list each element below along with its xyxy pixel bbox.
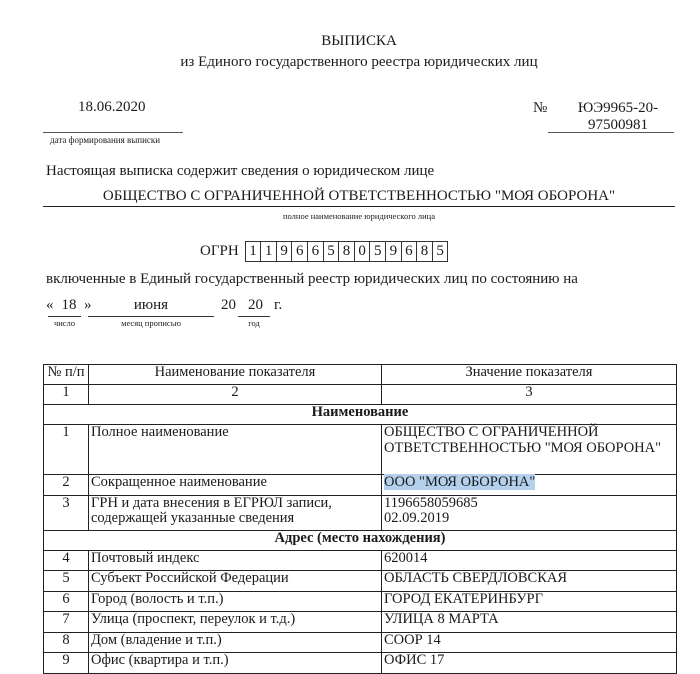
row-value-cell	[382, 495, 677, 530]
number-underline	[548, 132, 674, 133]
number-sign: №	[533, 100, 548, 116]
table-row	[44, 475, 677, 496]
column-number: 3	[382, 385, 677, 405]
left-quote: «	[46, 297, 54, 313]
row-indicator: Офис (квартира и т.п.)	[89, 653, 382, 674]
ogrn-digit: 6	[291, 241, 308, 262]
month-caption: месяц прописью	[121, 318, 181, 328]
table-row	[44, 550, 677, 571]
row-num: 2	[44, 475, 89, 496]
section-title: Наименование	[44, 405, 677, 425]
header-num: № п/п	[44, 365, 89, 385]
row-value: СООР 14	[382, 632, 677, 653]
row-num: 1	[44, 425, 89, 475]
row-indicator: Улица (проспект, переулок и т.д.)	[89, 612, 382, 633]
column-number: 1	[44, 385, 89, 405]
row-value: ОФИС 17	[382, 653, 677, 674]
row-indicator: ГРН и дата внесения в ЕГРЮЛ записи, содержащей указанные сведения	[89, 495, 382, 530]
state-month: июня	[133, 297, 169, 313]
row-num: 9	[44, 653, 89, 674]
ogrn-digit: 6	[401, 241, 418, 262]
table-row	[44, 653, 677, 674]
month-underline	[88, 316, 214, 317]
row-num: 4	[44, 550, 89, 571]
ogrn-digit: 8	[338, 241, 355, 262]
row-indicator: Дом (владение и т.п.)	[89, 632, 382, 653]
table-row	[44, 425, 677, 475]
row-value: 620014	[382, 550, 677, 571]
table-row	[44, 571, 677, 592]
row-value-cell	[382, 475, 677, 496]
day-underline	[48, 316, 81, 317]
registry-table	[43, 364, 677, 674]
document-title: ВЫПИСКА	[321, 33, 397, 49]
state-century: 20	[221, 297, 236, 313]
header-value: Значение показателя	[382, 365, 677, 385]
column-number-row	[44, 385, 677, 405]
ogrn-label: ОГРН	[200, 243, 239, 259]
right-quote: »	[84, 297, 92, 313]
table-row	[44, 632, 677, 653]
included-text: включенные в Единый государственный реестр юридических лиц по состоянию на	[46, 271, 578, 287]
year-suffix: г.	[274, 297, 283, 313]
section-header-name	[44, 405, 677, 425]
grn-date: 02.09.2019	[384, 510, 450, 526]
ogrn-digit: 5	[323, 241, 340, 262]
row-indicator: Город (волость и т.п.)	[89, 591, 382, 612]
row-value: УЛИЦА 8 МАРТА	[382, 612, 677, 633]
grn-value: 1196658059685	[384, 494, 478, 511]
state-year: 20	[248, 297, 263, 313]
ogrn-digit: 5	[432, 241, 449, 262]
state-day: 18	[61, 297, 77, 313]
ogrn-digit: 5	[369, 241, 386, 262]
intro-text: Настоящая выписка содержит сведения о юридическом лице	[46, 163, 435, 179]
row-num: 3	[44, 495, 89, 530]
full-name-caption: полное наименование юридического лица	[283, 211, 435, 221]
row-value: ОБЛАСТЬ СВЕРДЛОВСКАЯ	[382, 571, 677, 592]
header-indicator: Наименование показателя	[89, 365, 382, 385]
date-underline	[43, 132, 183, 133]
row-num: 7	[44, 612, 89, 633]
table-row	[44, 612, 677, 633]
full-name-underline	[43, 206, 675, 207]
document-subtitle: из Единого государственного реестра юридических лиц	[180, 54, 538, 70]
table-row	[44, 495, 677, 530]
row-indicator: Субъект Российской Федерации	[89, 571, 382, 592]
ogrn-digit: 9	[276, 241, 293, 262]
ogrn-digit: 1	[245, 241, 262, 262]
selected-text[interactable]: ООО "МОЯ ОБОРОНА"	[384, 474, 536, 490]
ogrn-digit: 1	[260, 241, 277, 262]
ogrn-digit: 0	[354, 241, 371, 262]
ogrn-digit: 8	[416, 241, 433, 262]
extract-date: 18.06.2020	[78, 99, 146, 115]
ogrn-field	[200, 241, 448, 262]
row-value: ГОРОД ЕКАТЕРИНБУРГ	[382, 591, 677, 612]
row-indicator: Почтовый индекс	[89, 550, 382, 571]
year-underline	[238, 316, 270, 317]
day-caption: число	[53, 318, 76, 328]
year-caption: год	[248, 318, 260, 328]
row-value: ОБЩЕСТВО С ОГРАНИЧЕННОЙ ОТВЕТСТВЕННОСТЬЮ "МОЯ ОБОРОНА"	[382, 425, 677, 475]
ogrn-digit: 6	[307, 241, 324, 262]
ogrn-digit: 9	[385, 241, 402, 262]
extract-number: ЮЭ9965-20-97500981	[577, 100, 659, 133]
row-num: 8	[44, 632, 89, 653]
row-num: 6	[44, 591, 89, 612]
table-header-row	[44, 365, 677, 385]
date-caption: дата формирования выписки	[50, 135, 161, 145]
column-number: 2	[89, 385, 382, 405]
row-indicator: Сокращенное наименование	[89, 475, 382, 496]
row-indicator: Полное наименование	[89, 425, 382, 475]
row-num: 5	[44, 571, 89, 592]
section-title: Адрес (место нахождения)	[44, 530, 677, 550]
section-header-address	[44, 530, 677, 550]
ogrn-digit-boxes	[246, 241, 449, 262]
entity-full-name: ОБЩЕСТВО С ОГРАНИЧЕННОЙ ОТВЕТСТВЕННОСТЬЮ "МОЯ ОБОРОНА"	[102, 188, 616, 204]
table-row	[44, 591, 677, 612]
